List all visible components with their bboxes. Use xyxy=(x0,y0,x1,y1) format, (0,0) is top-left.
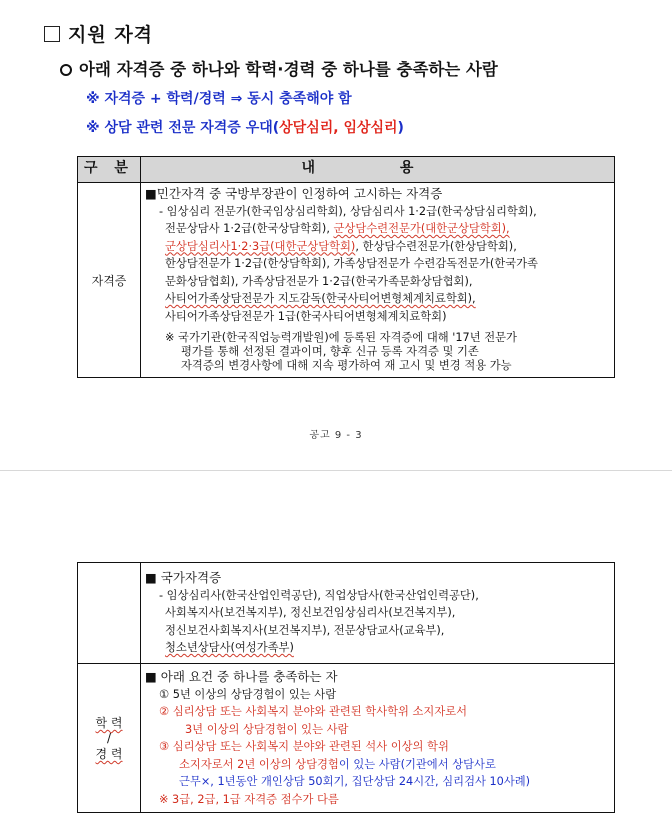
requirement-score-note: ※ 3급, 2급, 1급 자격증 점수가 다름 xyxy=(159,792,339,806)
document-page-2 xyxy=(0,474,672,838)
requirement-3b xyxy=(145,756,610,774)
requirement-2b: 3년 이상의 상담경험이 있는 사람 xyxy=(185,722,349,736)
note-preference-suffix: ) xyxy=(397,120,404,136)
subtitle xyxy=(60,56,498,80)
label-education: 학 력 xyxy=(95,716,123,730)
national-cert-content xyxy=(141,563,615,664)
requirement-3c: 근무×, 1년동안 개인상담 50회기, 집단상담 24시간, 심리검사 10사례) xyxy=(179,775,531,788)
cert-line-3a: 군상담심리사1·2·3급(대한군상담학회) xyxy=(165,239,356,253)
requirement-2a: ② 심리상담 또는 사회복지 분야와 관련된 학사학위 소지자로서 xyxy=(159,705,468,718)
table-note-2: 평가를 통해 선정된 결과이며, 향후 신규 등록 자격증 및 기존 xyxy=(181,345,479,358)
table-note-1: ※ 국가기관(한국직업능력개발원)에 등록된 자격증에 대해 '17년 전문가 xyxy=(165,331,517,344)
cert-line-4: 한상담전문가 1·2급(한상담학회), 가족상담전문가 수련감독전문가(한국가족 xyxy=(165,257,538,270)
label-career: 경 력 xyxy=(95,747,123,761)
qualification-table-continued xyxy=(77,562,615,813)
requirement-3a: ③ 심리상담 또는 사회복지 분야와 관련된 석사 이상의 학위 xyxy=(159,740,449,753)
cert-line-1: - 임상심리 전문가(한국임상심리학회), 상담심리사 1·2급(한국상담심리학회), xyxy=(159,204,537,218)
requirement-3b-blue: 이 있는 사람(기관에서 상담사로 xyxy=(338,757,496,771)
qualification-table xyxy=(77,156,615,378)
national-line-2: 사회복지사(보건복지부), 정신보건임상심리사(보건복지부), xyxy=(165,606,456,619)
header-category: 구 분 xyxy=(78,157,141,183)
cert-line-2 xyxy=(145,220,610,238)
subtitle-text: 아래 자격증 중 하나와 학력·경력 중 하나를 충족하는 사람 xyxy=(79,60,498,79)
section-title-text: 지원 자격 xyxy=(68,24,154,46)
note-preference-prefix: ※ 상담 관련 전문 자격증 우대( xyxy=(86,120,280,136)
requirement-bullet: ■ 아래 요건 중 하나를 충족하는 자 xyxy=(145,669,338,684)
cert-line-3 xyxy=(145,238,610,256)
note-preference-highlight: 상담심리, 임상심리 xyxy=(279,120,398,136)
cert-line-6: 사티어가족상담전문가 지도감독(한국사티어변형체계치료학회), xyxy=(165,292,476,305)
cert-line-7: 사티어가족상담전문가 1급(한국사티어변형체계치료학회) xyxy=(165,309,447,323)
national-line-1: - 임상심리사(한국산업인력공단), 직업상담사(한국산업인력공단), xyxy=(159,588,479,602)
page-footer: 공고 9 - 3 xyxy=(309,430,363,441)
table-row-national-cert xyxy=(78,563,615,664)
circle-bullet-icon xyxy=(60,64,72,76)
cert-line-3b: , 한상담수련전문가(한상담학회), xyxy=(355,239,517,253)
table-header-row xyxy=(78,157,615,183)
note-preference xyxy=(86,117,404,137)
national-line-4: 청소년상담사(여성가족부) xyxy=(165,641,294,654)
row-label-education-career xyxy=(78,664,141,813)
requirement-3b-red: 소지자로서 2년 이상의 상담경험 xyxy=(179,757,339,771)
section-title xyxy=(44,20,153,47)
table-note-3: 자격증의 변경사항에 대해 지속 평가하여 재 고시 및 변경 적용 가능 xyxy=(181,359,512,372)
national-cert-bullet: ■ 국가자격증 xyxy=(145,570,222,585)
cert-line-2a: 전문상담사 1·2급(한국상담학회), xyxy=(165,222,334,235)
checkbox-square-icon xyxy=(44,26,60,42)
table-row-education-career xyxy=(78,664,615,813)
education-career-content xyxy=(141,664,615,813)
cert-line-2b: 군상담수련전문가(대한군상담학회), xyxy=(333,222,510,235)
row-label-empty xyxy=(78,563,141,664)
requirement-1: ① 5년 이상의 상담경험이 있는 사람 xyxy=(159,687,337,701)
label-slash: / xyxy=(106,731,112,745)
private-cert-bullet: ■민간자격 중 국방부장관이 인정하여 고시하는 자격증 xyxy=(145,186,443,201)
header-content: 내 용 xyxy=(141,157,615,183)
cert-line-5: 문화상담협회), 가족상담전문가 1·2급(한국가족문화상담협회), xyxy=(165,274,473,288)
table-row-certificate xyxy=(78,183,615,378)
national-line-3: 정신보건사회복지사(보건복지부), 전문상담교사(교육부), xyxy=(165,623,445,637)
certificate-content xyxy=(141,183,615,378)
note-simultaneous: ※ 자격증 + 학력/경력 ⇒ 동시 충족해야 함 xyxy=(86,91,352,107)
row-label-certificate: 자격증 xyxy=(78,183,141,378)
